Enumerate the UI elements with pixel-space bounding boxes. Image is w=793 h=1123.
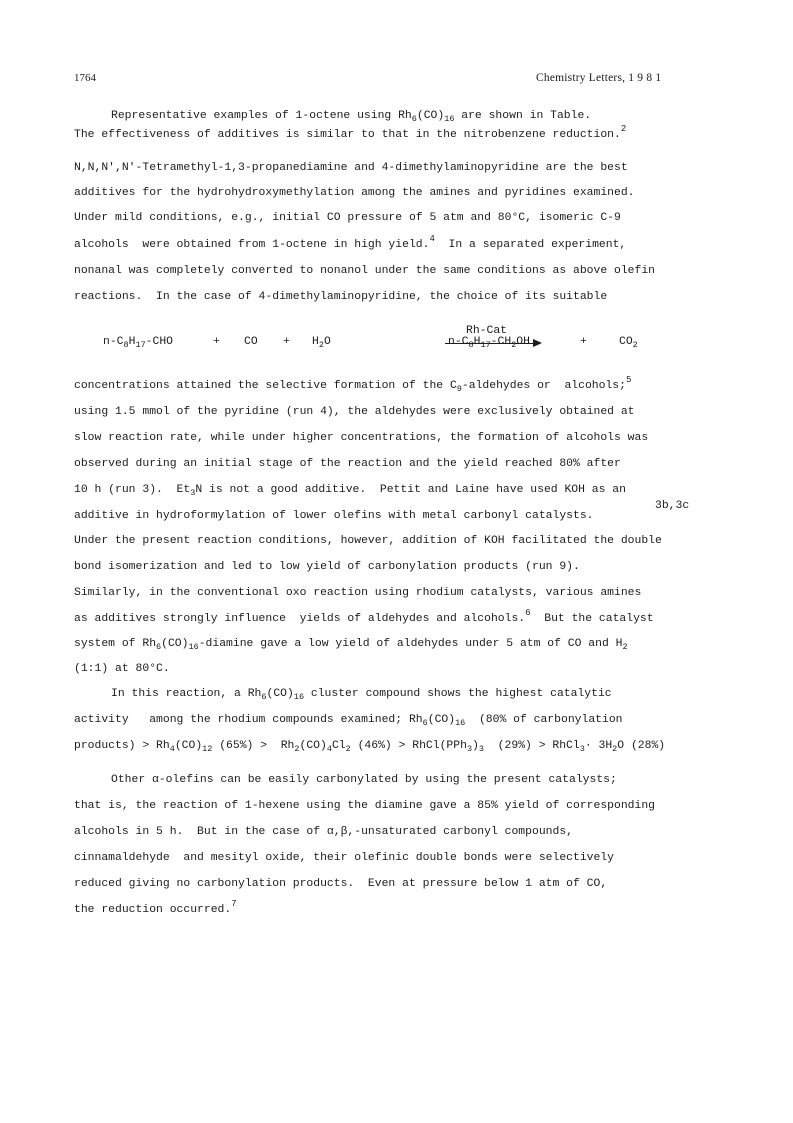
text-line: concentrations attained the selective formation of the $C_9$-aldehydes or alcohols;$^5$ — [74, 375, 632, 394]
journal-header: Chemistry Letters, 1 9 8 1 — [536, 72, 662, 84]
text-line: slow reaction rate, while under higher concentrations, the formation of alcohols was — [74, 432, 649, 444]
catalyst-label: Rh-Cat — [466, 325, 508, 337]
text-line: alcohols in 5 h. But in the case of α,β,-unsaturated carbonyl compounds, — [74, 826, 573, 838]
text-line: Similarly, in the conventional oxo reaction using rhodium catalysts, various amines — [74, 587, 642, 599]
text-line: the reduction occurred.$^7$ — [74, 899, 237, 916]
text-line: alcohols were obtained from 1-octene in high yield.$^4$ In a separated experiment, — [74, 234, 627, 251]
text-line: (1:1) at 80°C. — [74, 663, 170, 675]
reactant-nonanal: $n-C_8H_{17}$-CHO — [103, 336, 174, 350]
plus-sign: + — [213, 336, 220, 348]
reaction-equation — [103, 325, 663, 354]
arrow-head-icon — [533, 339, 542, 347]
text-line: additives for the hydrohydroxymethylation among the amines and pyridines examined. — [74, 187, 635, 199]
product-co2: $CO_2$ — [619, 336, 638, 350]
text-line: Representative examples of 1-octene using $Rh_6(CO)_{16}$ are shown in Table. — [111, 110, 592, 124]
reactant-co: CO — [244, 336, 258, 348]
reactant-water: $H_2O$ — [312, 336, 331, 350]
text-line: Other α-olefins can be easily carbonylated by using the present catalysts; — [111, 774, 617, 786]
text-line: products) > $Rh_4(CO)_{12}$ $(65\%) > Rh_2(CO)_4Cl_2$ $(46\%) > RhCl(PPh_3)_3$ (29%) > RhCl$_3$· $3H_2O$ (28%) — [74, 740, 666, 754]
text-line: N,N,N',N'-Tetramethyl-1,3-propanediamine and 4-dimethylaminopyridine are the best — [74, 162, 628, 174]
text-line: reduced giving no carbonylation products. Even at pressure below 1 atm of CO, — [74, 878, 608, 890]
text-line: as additives strongly influence yields of aldehydes and alcohols.$^6$ But the catalyst — [74, 608, 654, 625]
text-line: 10 h (run 3). $Et_3N$ is not a good additive. Pettit and Laine have used KOH as an — [74, 484, 626, 498]
text-line: using 1.5 mmol of the pyridine (run 4), the aldehydes were exclusively obtained at — [74, 406, 635, 418]
product-nonanol: $n-C_8H_{17}-CH_2OH$ — [448, 336, 530, 350]
text-line: In this reaction, a $Rh_6(CO)_{16}$ cluster compound shows the highest catalytic — [111, 688, 612, 702]
text-line: reactions. In the case of 4-dimethylaminopyridine, the choice of its suitable — [74, 291, 608, 303]
text-line: system of $Rh_6(CO)_{16}$-diamine gave a low yield of aldehydes under 5 atm of CO and $H_2$ — [74, 638, 628, 652]
text-line: cinnamaldehyde and mesityl oxide, their olefinic double bonds were selectively — [74, 852, 615, 864]
text-line: Under the present reaction conditions, however, addition of KOH facilitated the double — [74, 535, 662, 547]
reference-marker: 3b,3c — [655, 500, 690, 512]
text-line: observed during an initial stage of the reaction and the yield reached 80% after — [74, 458, 621, 470]
text-line: The effectiveness of additives is similar to that in the nitrobenzene reduction.$^2$ — [74, 124, 627, 141]
text-line: Under mild conditions, e.g., initial CO pressure of 5 atm and 80°C, isomeric C-9 — [74, 212, 621, 224]
plus-sign: + — [283, 336, 290, 348]
text-line: bond isomerization and led to low yield of carbonylation products (run 9). — [74, 561, 580, 573]
text-line: activity among the rhodium compounds examined; $Rh_6(CO)_{16}$ (80% of carbonylation — [74, 714, 623, 728]
text-line: that is, the reaction of 1-hexene using the diamine gave a 85% yield of corresponding — [74, 800, 656, 812]
page-number: 1764 — [74, 72, 96, 84]
text-line: additive in hydroformylation of lower olefins with metal carbonyl catalysts. — [74, 510, 594, 522]
text-line: nonanal was completely converted to nonanol under the same conditions as above olefin — [74, 265, 656, 277]
plus-sign: + — [580, 336, 587, 348]
